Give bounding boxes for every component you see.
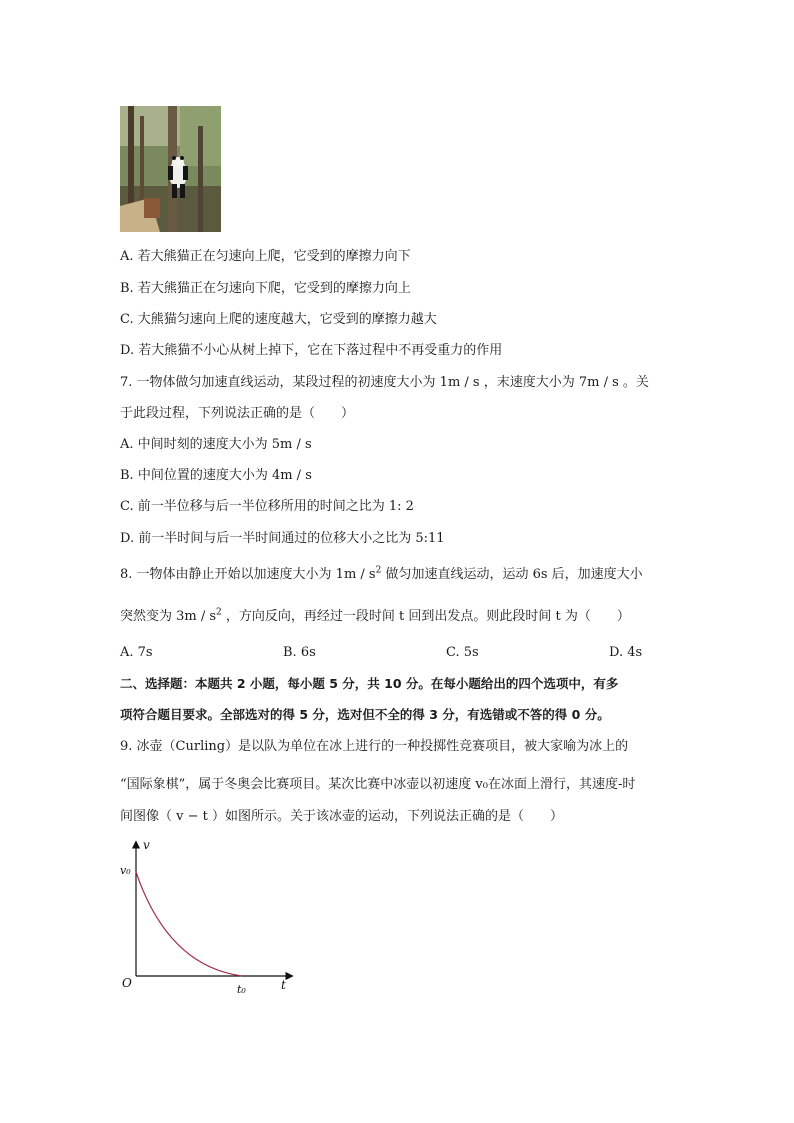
origin-label: O xyxy=(122,976,132,990)
q8-line2-sup: 2 xyxy=(216,607,222,618)
q8-line1-a: 8. 一物体由静止开始以加速度大小为 1m / s xyxy=(120,567,376,582)
q8-line2-b: ，方向反向，再经过一段时间 t 回到出发点。则此段时间 t 为（ ） xyxy=(221,609,630,624)
y-axis-label: v xyxy=(143,838,150,852)
q9-stem-line3: 间图像（ v − t ）如图所示。关于该冰壶的运动，下列说法正确的是（ ） xyxy=(120,809,563,824)
q8-line1-b: 做匀加速直线运动，运动 6s 后，加速度大小 xyxy=(381,567,643,582)
q7-option-d: D. 前一半时间与后一半时间通过的位移大小之比为 5:11 xyxy=(120,531,445,546)
q8-option-c: C. 5s xyxy=(446,645,479,660)
panda-option-c: C. 大熊猫匀速向上爬的速度越大，它受到的摩擦力越大 xyxy=(120,312,437,327)
q9-stem-line1: 9. 冰壶（Curling）是以队为单位在冰上进行的一种投掷性竞赛项目，被大家喻为冰上的 xyxy=(120,739,629,754)
q8-option-b: B. 6s xyxy=(283,645,316,660)
section2-heading-line2: 项符合题目要求。全部选对的得 5 分，选对但不全的得 3 分，有选错或不答的得 0 分。 xyxy=(120,707,610,722)
t0-label: t₀ xyxy=(237,983,246,996)
q7-stem-line2: 于此段过程，下列说法正确的是（ ） xyxy=(120,406,355,421)
q7-option-a: A. 中间时刻的速度大小为 5m / s xyxy=(120,437,312,452)
section2-heading-line1: 二、选择题：本题共 2 小题，每小题 5 分，共 10 分。在每小题给出的四个选项中，有多 xyxy=(120,676,619,691)
q7-option-b: B. 中间位置的速度大小为 4m / s xyxy=(120,468,312,483)
q8-line2-a: 突然变为 3m / s xyxy=(120,609,217,624)
q8-option-d: D. 4s xyxy=(609,645,643,660)
q9-stem-line2: “国际象棋”，属于冬奥会比赛项目。某次比赛中冰壶以初速度 v₀在冰面上滑行，其速度-时 xyxy=(120,777,636,792)
panda-option-d: D. 若大熊猫不小心从树上掉下，它在下落过程中不再受重力的作用 xyxy=(120,343,503,358)
vt-graph xyxy=(118,836,298,1000)
q8-option-a: A. 7s xyxy=(120,645,153,660)
q7-option-c: C. 前一半位移与后一半位移所用的时间之比为 1: 2 xyxy=(120,499,414,514)
panda-option-a: A. 若大熊猫正在匀速向上爬，它受到的摩擦力向下 xyxy=(120,249,411,264)
x-axis-label: t xyxy=(281,978,286,992)
panda-photo-image xyxy=(120,106,221,232)
vt-graph-svg xyxy=(118,836,298,1000)
q8-stem-line2 xyxy=(120,608,630,626)
velocity-curve xyxy=(136,872,242,976)
q7-stem-line1: 7. 一物体做匀加速直线运动，某段过程的初速度大小为 1m / s ，末速度大小为 7m / s 。关 xyxy=(120,375,649,390)
q8-line1-sup: 2 xyxy=(375,565,382,576)
q8-stem-line1 xyxy=(120,566,643,584)
panda-option-b: B. 若大熊猫正在匀速向下爬，它受到的摩擦力向上 xyxy=(120,281,411,296)
panda-photo xyxy=(120,106,221,232)
v0-label: v₀ xyxy=(120,864,131,877)
